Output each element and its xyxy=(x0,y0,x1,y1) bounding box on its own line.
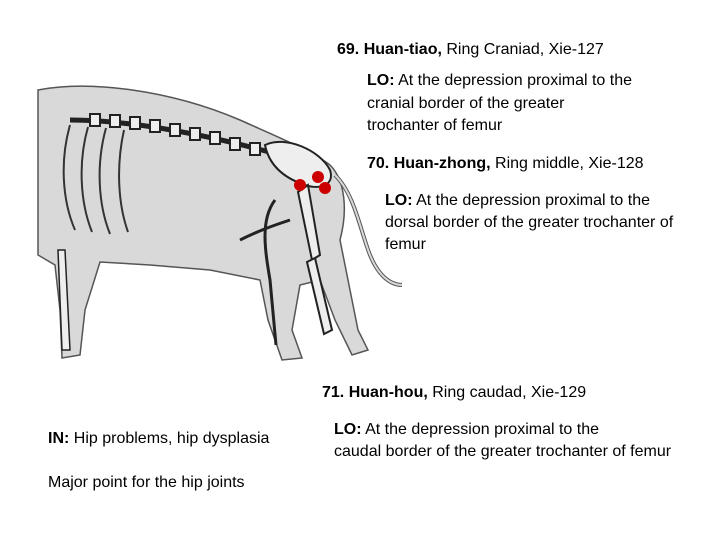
indication-text: IN: Hip problems, hip dysplasia xyxy=(48,430,270,447)
point-69-location-line1: LO: At the depression proximal to the xyxy=(367,72,633,89)
point-71-title: 71. Huan-hou, Ring caudad, Xie-129 xyxy=(322,384,587,401)
point-69-location-line2: cranial border of the greater xyxy=(367,95,565,112)
point-70-location-line2: dorsal border of the greater trochanter of xyxy=(385,214,674,231)
acupoint-71 xyxy=(319,182,331,194)
point-71-location-line1: LO: At the depression proximal to the xyxy=(334,421,600,438)
dog-hindlimb-skeleton-icon xyxy=(30,80,410,370)
point-70-location-line1: LO: At the depression proximal to the xyxy=(385,192,651,209)
acupoint-70 xyxy=(312,171,324,183)
point-69-title: 69. Huan-tiao, Ring Craniad, Xie-127 xyxy=(337,41,604,58)
point-70-title: 70. Huan-zhong, Ring middle, Xie-128 xyxy=(367,155,644,172)
point-69-location-line3: trochanter of femur xyxy=(367,117,503,134)
hip-joint-note: Major point for the hip joints xyxy=(48,474,245,491)
acupoint-69 xyxy=(294,179,306,191)
point-70-location-line3: femur xyxy=(385,236,426,253)
point-71-location-line2: caudal border of the greater trochanter of femur xyxy=(334,443,672,460)
